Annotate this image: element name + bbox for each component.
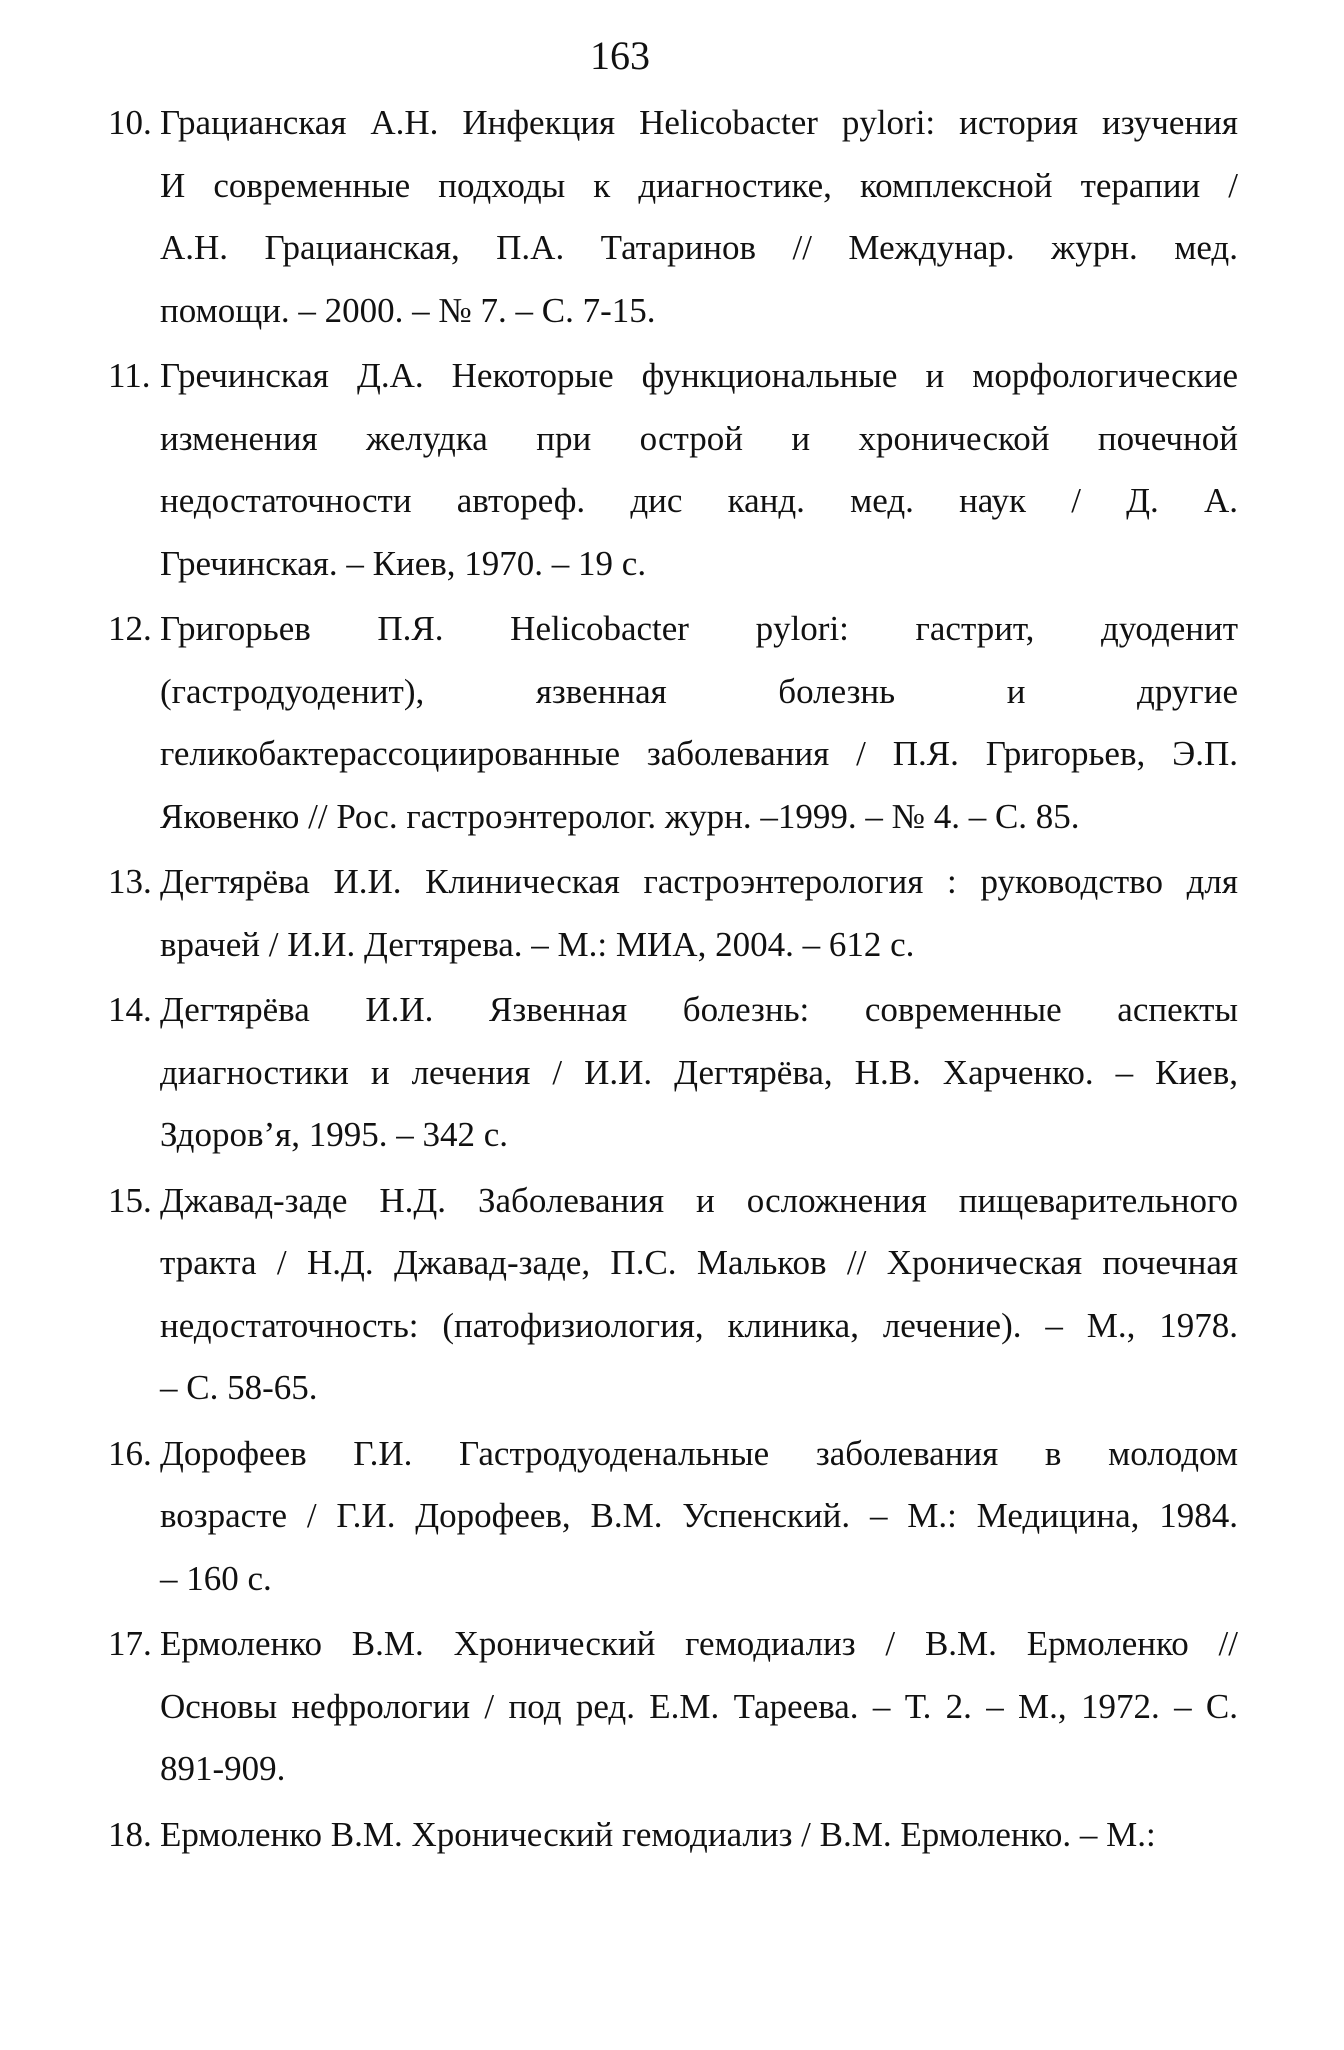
reference-line: Ермоленко В.М. Хронический гемодиализ / В.М. Ермоленко. – М.: bbox=[160, 1814, 1156, 1854]
reference-line: И современные подходы к диагностике, комплексной терапии / bbox=[160, 165, 1238, 205]
reference-line: геликобактерассоциированные заболевания / П.Я. Григорьев, Э.П. bbox=[160, 734, 1238, 773]
reference-line: Основы нефрологии / под ред. Е.М. Тареева. – Т. 2. – М., 1972. – С. bbox=[160, 1686, 1238, 1726]
reference-number: 13. bbox=[108, 862, 152, 901]
reference-number: 15. bbox=[108, 1180, 152, 1220]
reference-line: тракта / Н.Д. Джавад-заде, П.С. Мальков // Хроническая почечная bbox=[160, 1243, 1238, 1282]
reference-line: Григорьев П.Я. Helicobacter pylori: гастрит, дуоденит bbox=[160, 609, 1238, 648]
reference-item bbox=[108, 1423, 1238, 1611]
reference-line: изменения желудка при острой и хронической почечной bbox=[160, 418, 1238, 458]
reference-line: Дорофеев Г.И. Гастродуоденальные заболевания в молодом bbox=[160, 1433, 1238, 1473]
reference-line: 891-909. bbox=[160, 1749, 286, 1788]
reference-line: – 160 с. bbox=[160, 1558, 272, 1598]
reference-item bbox=[108, 92, 1238, 342]
reference-list bbox=[108, 92, 1238, 1869]
reference-line: недостаточность: (патофизиология, клиника, лечение). – М., 1978. bbox=[160, 1305, 1238, 1345]
reference-number: 14. bbox=[108, 990, 152, 1029]
reference-line: диагностики и лечения / И.И. Дегтярёва, Н.В. Харченко. – Киев, bbox=[160, 1052, 1238, 1092]
reference-item bbox=[108, 598, 1238, 848]
reference-item bbox=[108, 979, 1238, 1167]
reference-line: Здоров’я, 1995. – 342 с. bbox=[160, 1115, 509, 1154]
reference-number: 18. bbox=[108, 1814, 152, 1854]
reference-number: 12. bbox=[108, 609, 152, 648]
reference-line: Джавад-заде Н.Д. Заболевания и осложнения пищеварительного bbox=[160, 1180, 1238, 1220]
reference-line: недостаточности автореф. дис канд. мед. наук / Д. А. bbox=[160, 481, 1238, 520]
reference-line: врачей / И.И. Дегтярева. – М.: МИА, 2004. – 612 с. bbox=[160, 924, 915, 964]
reference-number: 10. bbox=[108, 103, 152, 142]
reference-number: 16. bbox=[108, 1433, 152, 1473]
reference-line: Гречинская Д.А. Некоторые функциональные и морфологические bbox=[160, 356, 1238, 395]
reference-item bbox=[108, 1804, 1238, 1867]
reference-line: Грацианская А.Н. Инфекция Helicobacter pylori: история изучения bbox=[160, 103, 1238, 142]
reference-line: А.Н. Грацианская, П.А. Татаринов // Междунар. журн. мед. bbox=[160, 228, 1238, 267]
reference-line: Дегтярёва И.И. Язвенная болезнь: современные аспекты bbox=[160, 990, 1238, 1029]
reference-line: возрасте / Г.И. Дорофеев, В.М. Успенский. – М.: Медицина, 1984. bbox=[160, 1496, 1238, 1535]
reference-line: Гречинская. – Киев, 1970. – 19 с. bbox=[160, 543, 647, 583]
reference-line: помощи. – 2000. – № 7. – С. 7-15. bbox=[160, 290, 656, 330]
page-number: 163 bbox=[590, 33, 650, 78]
reference-number: 17. bbox=[108, 1624, 152, 1663]
reference-line: (гастродуоденит), язвенная болезнь и другие bbox=[160, 671, 1238, 711]
reference-line: Ермоленко В.М. Хронический гемодиализ / В.М. Ермоленко // bbox=[160, 1624, 1238, 1663]
reference-line: Яковенко // Рос. гастроэнтеролог. журн. –1999. – № 4. – С. 85. bbox=[160, 796, 1080, 836]
reference-line: Дегтярёва И.И. Клиническая гастроэнтерология : руководство для bbox=[160, 862, 1238, 901]
reference-item bbox=[108, 1170, 1238, 1420]
reference-line: – С. 58-65. bbox=[160, 1368, 318, 1407]
reference-item bbox=[108, 851, 1238, 976]
reference-item bbox=[108, 345, 1238, 595]
reference-item bbox=[108, 1613, 1238, 1801]
reference-number: 11. bbox=[108, 356, 151, 395]
